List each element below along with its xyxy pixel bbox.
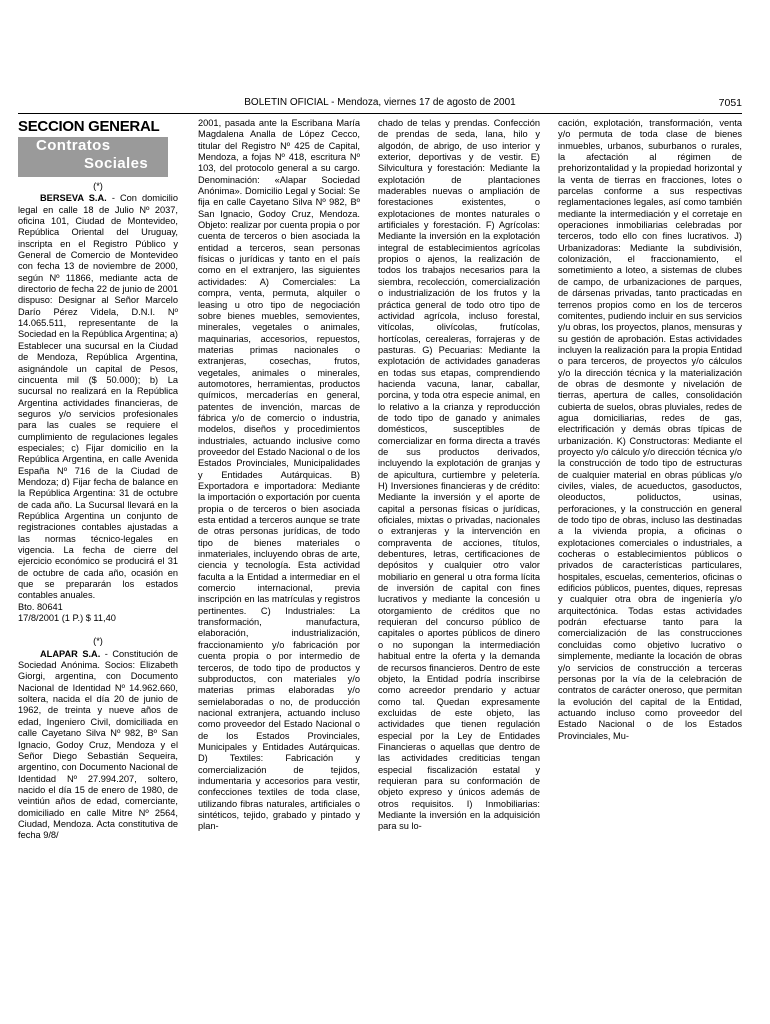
notice-berseva bbox=[18, 193, 178, 601]
notice-mark: (*) bbox=[93, 181, 103, 191]
notice-company: BERSEVA S.A. bbox=[40, 193, 107, 204]
column-4 bbox=[558, 118, 742, 742]
notice-mark: (*) bbox=[93, 636, 103, 647]
page-header bbox=[18, 97, 742, 113]
column-2-text: 2001, pasada ante la Escribana María Magdalena Analla de López Cecco, titular del Registro Nº 425 de Capital, Mendoza, a fojas Nº 418, escritura Nº 103, del protocolo general a su cargo. Denominación: «Alapar Sociedad Anónima». Domicilio Legal y Social: Se fija en calle Cayetano Silva Nº 982, Bº San Ignacio, Godoy Cruz, Mendoza. Objeto: realizar por cuenta propia o por cuenta de terceros o bien asociada la entidad a terceros, sean personas físicas o jurídicas y tanto en el país como en el extranjero, las siguientes actividades: A) Comerciales: La compra, venta, permuta, alquiler o leasing u otro tipo de negociación sobre bienes muebles, semovientes, minerales, vegetales o animales, maquinarias, accesorios, repuestos, materias primas nacionales o extranjeras, cosechas, frutos, vegetales, animales o minerales, automotores, herramientas, productos químicos, mercaderías en general, patentes de invención, marcas de fábrica y/o de comercio o industria, modelos, diseños y procedimientos industriales, actuando inclusive como proveedor del Estado Nacional o de los Estados Provinciales, Municipalidades y Entidades Autárquicas. B) Exportadora e importadora: Mediante la importación o exportación por cuenta propia o de terceros o bien asociada esta entidad a terceros aunque se trate de otras personas jurídicas, de todo tipo de bienes materiales o inmateriales, incluyendo obras de arte, ciencia y tecnología. Esta actividad faculta a la Entidad a intermediar en el comercio internacional, previa inscripción en las matrículas y registros pertinentes. C) Industriales: La transformación, manufactura, elaboración, industrialización, fraccionamiento y/o fabricación por cuenta propia o por intermedio de terceros, de todo tipo de productos y subproductos, con materiales y/o materias primas elaboradas y/o semielaboradas o no, de producción nacional extranjera, actuando incluso como proveedor del Estado Nacional o de los Estados Provinciales, Municipales y Entidades Autárquicas. D) Textiles: Fabricación y comercialización de tejidos, indumentaria y accesorios para vestir, confecciones textiles de toda clase, utilizando fibras naturales, artificiales o sintéticos, tejido, grabado y pintado y plan- bbox=[198, 118, 360, 832]
page-number: 7051 bbox=[718, 97, 742, 109]
column-4-text: cación, explotación, transformación, venta y/o permuta de toda clase de bienes inmuebles, urbanos, suburbanos o rurales, la afectación al régimen de prehorizontalidad y la propiedad horizontal y la venta de tierras en fracciones, lotes o parcelas conforme a sus respectivas reglamentaciones legales, así como también mediante la intermediación y el corretaje en operaciones inmobiliarias celebradas por terceros, todo ello con fines lucrativos. J) Urbanizadoras: Mediante la subdivisión, colonización, el fraccionamiento, el sometimiento a loteo, a sistemas de clubes de campo, de urbanizaciones de parques, de dársenas privadas, tanto practicadas en terrenos propios como en los de terceros comitentes, pudiendo incluir en sus servicios y/u obras, los proyectos, planos, mensuras y su gestión de aprobación. Estas actividades incluyen la realización para la propia Entidad o para terceros, de proyectos y/o cálculos y/o la dirección técnica y la materialización de obras de desmonte y nivelación de tierras, apertura de calles, consolidación cubierta de suelos, obras pluviales, redes de agua domiciliarias, redes de gas, electrificación y demás obras típicas de urbanización. K) Constructoras: Mediante el proyecto y/o cálculo y/o dirección técnica y/o la construcción de todo tipo de estructuras de cualquier material en obras públicas y/o civiles, viales, de acueductos, gasoductos, oleoductos, poliductos, usinas, perforaciones, y la construcción en general de todo tipo de obras, incluso las destinadas a la vivienda propia, a oficinas o explotaciones comerciales o industriales, a cocheras o establecimientos públicos o privados de características particulares, hospitales, escuelas, cementerios, oficinas o edificios públicos, puentes, diques, represas y cualquier otra obra de ingeniería y/o arquitectónica. Todas estas actividades podrán efectuarse tanto para la comercialización de las construcciones concluidas como objetivo lucrativo o simplemente, mediante la locación de obras y/o servicios de construcción a terceras personas por la vía de la celebración de contratos de carácter oneroso, que permitan la evolución del capital de la Entidad, actuando incluso como proveedor del Estado Nacional o de los Estados Provinciales, Mu- bbox=[558, 118, 742, 741]
column-1 bbox=[18, 118, 178, 842]
notice-bto: Bto. 80641 bbox=[18, 601, 63, 612]
header-title: BOLETIN OFICIAL - Mendoza, viernes 17 de agosto de 2001 bbox=[244, 97, 516, 108]
column-2 bbox=[198, 118, 360, 833]
header-rule bbox=[18, 113, 742, 114]
notice-body: - Con domicilio legal en calle 18 de Julio Nº 2037, oficina 101, Ciudad de Montevideo, República Oriental del Uruguay, inscripta en el Registro Público y General de Comercio de Montevideo con fecha 13 de noviembre de 2000, según Nº 11866, mediante acta de directorio de fecha 22 de junio de 2001 dispuso: Designar al Señor Marcelo Darío Pérez Videla, D.N.I. Nº 14.065.511, representante de la Sociedad en la República Argentina; a) Establecer una sucursal en la Ciudad de Mendoza, República Argentina, asignándole un capital de Pesos, cincuenta mil ($ 50.000); b) La sucursal no realizará en la República Argentina actividades financieras, de seguros y/o servicios profesionales para las cuales se requiere el cumplimiento de regulaciones legales especiales; c) Fijar domicilio en la República Argentina, en calle Avenida España Nº 716 de la Ciudad de Mendoza; d) Fijar fecha de balance en la República Argentina: 31 de octubre de cada año. La Sucursal llevará en la República Argentina un conjunto de registraciones contables ajustadas a las normas técnico-legales en vigencia. La fecha de cierre del ejercicio económico se producirá el 31 de octubre de cada año, ocasión en que se prepararán los estados contables anuales. bbox=[18, 193, 178, 601]
banner-line-1: Contratos bbox=[36, 137, 111, 154]
notice-company: ALAPAR S.A. bbox=[40, 648, 101, 659]
section-banner bbox=[18, 137, 168, 177]
notice-date: 17/8/2001 (1 P.) $ 11,40 bbox=[18, 613, 116, 624]
section-title: SECCION GENERAL bbox=[18, 118, 160, 135]
column-3-text: chado de telas y prendas. Confección de prendas de seda, lana, hilo y algodón, de abrigo, de uso interior y exterior, deportivas y de vestir. E) Silvicultura y forestación: Mediante la explotación de plantaciones maderables nuevas o ampliación de forestaciones existentes, o explotaciones de montes naturales o artificiales y forestación. F) Agrícolas: Mediante la inversión en la explotación integral de establecimientos agrícolas propios o ajenos, la realización de todos los trabajos necesarios para la siembra, recolección, comercialización o industrialización de los frutos y la práctica general de todo otro tipo de actividad agrícola, incluso forestal, vitícolas, olivícolas, frutícolas, hortícolas, cerealeras, forrajeras y de pasturas. G) Pecuarias: Mediante la explotación de actividades ganaderas en todas sus etapas, comprendiendo hacienda vacuna, lanar, caballar, porcina, y toda otra especie animal, en lo relativo a la crianza y reproducción de todo tipo de ganado y animales domésticos, susceptibles de comercializar en forma directa a través de sus productos derivados, incluyendo la explotación de granjas y de apicultura, curtiembre y peletería. H) Inversiones financieras y de crédito: Mediante la inversión y el aporte de capital a personas físicas o jurídicas, oficiales, mixtas o privadas, nacionales o extranjeras y la intervención en compraventa de acciones, títulos, debentures, letras, certificaciones de depósitos y cualquier otro valor mobiliario en general u otra forma lícita de inversión de capital con fines lucrativos y mediante la concesión u otorgamiento de créditos que no requieran del concurso público de capitales o aportes públicos de dinero o no supongan la intermediación habitual entre la oferta y la demanda de recursos financieros. Dentro de este objeto, la Entidad podría inscribirse como acreedor prendario y actuar como tal. Quedan expresamente excluidas de este objeto, las actividades que tienen regulación especial por la Ley de Entidades Financieras o aquellas que dentro de las actividades crediticias tengan especial fiscalización estatal y requieran para su conformación de objeto expreso y únicos además de otros requisitos. I) Inmobiliarias: Mediante la inversión en la adquisición para su lo- bbox=[378, 118, 540, 832]
spacer bbox=[18, 624, 178, 634]
banner-line-2: Sociales bbox=[84, 155, 149, 172]
notice-alapar bbox=[18, 649, 178, 842]
notice-body: - Constitución de Sociedad Anónima. Socios: Elizabeth Giorgi, argentina, con Documento Nacional de Identidad Nº 14.962.660, soltera, nacida el día 20 de junio de 1962, de treinta y nueve años de edad, Ingeniero Civil, domiciliada en calle Cayetano Silva Nº 982, Bº San Ignacio, Godoy Cruz, Mendoza y el Señor Diego Sebastián Sequeira, argentino, con Documento Nacional de Identidad Nº 27.994.207, soltero, nacido el día 15 de enero de 1980, de veintiún años de edad, comerciante, domiciliado en calle Mitre Nº 2564, Ciudad, Mendoza. Acta constitutiva de fecha 9/8/ bbox=[18, 648, 178, 841]
column-3 bbox=[378, 118, 540, 833]
